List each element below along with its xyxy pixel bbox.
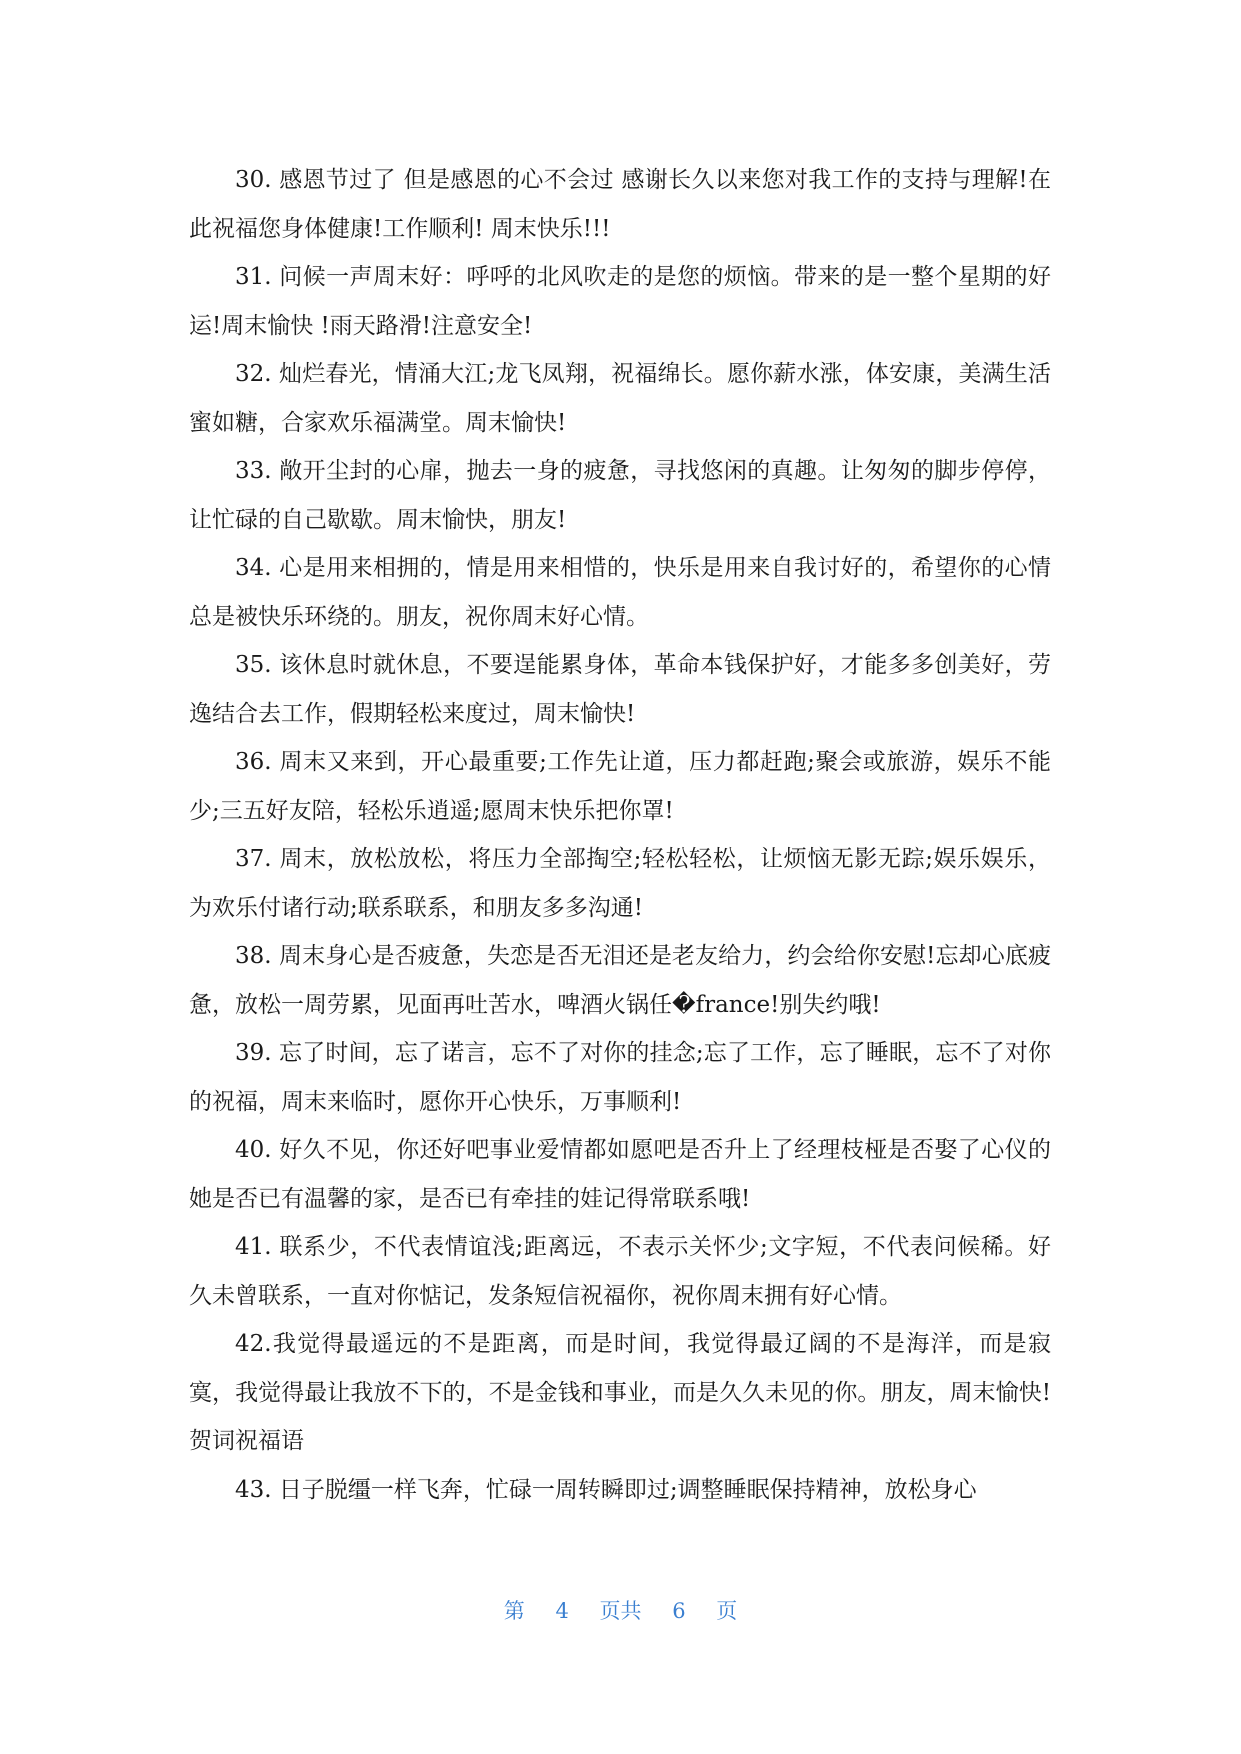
footer-label-end: 页 — [716, 1599, 738, 1623]
paragraph-34: 34. 心是用来相拥的，情是用来相惜的，快乐是用来自我讨好的，希望你的心情总是被快乐环绕的。朋友，祝你周末好心情。 — [189, 555, 1051, 630]
paragraph-33: 33. 敞开尘封的心扉，抛去一身的疲惫，寻找悠闲的真趣。让匆匆的脚步停停，让忙碌的自己歇歇。周末愉快，朋友! — [189, 458, 1051, 533]
paragraph-38: 38. 周末身心是否疲惫，失恋是否无泪还是老友给力，约会给你安慰!忘却心底疲惫，放松一周劳累，见面再吐苦水，啤酒火锅任�france!别失约哦! — [189, 943, 1051, 1018]
paragraph-35: 35. 该休息时就休息，不要逞能累身体，革命本钱保护好，才能多多创美好，劳逸结合去工作，假期轻松来度过，周末愉快! — [189, 652, 1051, 727]
paragraph-32: 32. 灿烂春光，情涌大江;龙飞凤翔，祝福绵长。愿你薪水涨，体安康，美满生活蜜如糖，合家欢乐福满堂。周末愉快! — [189, 361, 1051, 436]
paragraph-37: 37. 周末，放松放松，将压力全部掏空;轻松轻松，让烦恼无影无踪;娱乐娱乐，为欢乐付诸行动;联系联系，和朋友多多沟通! — [189, 846, 1051, 921]
paragraph-43: 43. 日子脱缰一样飞奔，忙碌一周转瞬即过;调整睡眠保持精神，放松身心 — [235, 1476, 977, 1503]
page-footer — [0, 1597, 1241, 1625]
current-page-number: 4 — [555, 1599, 569, 1623]
footer-label-page: 第 — [503, 1599, 525, 1623]
footer-label-of: 页共 — [599, 1599, 642, 1623]
paragraph-30: 30. 感恩节过了 但是感恩的心不会过 感谢长久以来您对我工作的支持与理解!在此祝福您身体健康!工作顺利! 周末快乐!!! — [189, 167, 1051, 242]
document-body — [189, 156, 1051, 1514]
paragraph-42: 42.我觉得最遥远的不是距离，而是时间，我觉得最辽阔的不是海洋，而是寂寞，我觉得最让我放不下的，不是金钱和事业，而是久久未见的你。朋友，周末愉快!贺词祝福语 — [189, 1331, 1051, 1454]
paragraph-40: 40. 好久不见，你还好吧事业爱情都如愿吧是否升上了经理枝桠是否娶了心仪的她是否已有温馨的家，是否已有牵挂的娃记得常联系哦! — [189, 1137, 1051, 1212]
total-pages-number: 6 — [672, 1599, 686, 1623]
paragraph-39: 39. 忘了时间，忘了诺言，忘不了对你的挂念;忘了工作，忘了睡眠，忘不了对你的祝福，周末来临时，愿你开心快乐，万事顺利! — [189, 1040, 1051, 1115]
paragraph-36: 36. 周末又来到，开心最重要;工作先让道，压力都赶跑;聚会或旅游，娱乐不能少;三五好友陪，轻松乐逍遥;愿周末快乐把你罩! — [189, 749, 1051, 824]
paragraph-31: 31. 问候一声周末好：呼呼的北风吹走的是您的烦恼。带来的是一整个星期的好运!周末愉快 !雨天路滑!注意安全! — [189, 264, 1051, 339]
paragraph-41: 41. 联系少，不代表情谊浅;距离远，不表示关怀少;文字短，不代表问候稀。好久未曾联系，一直对你惦记，发条短信祝福你，祝你周末拥有好心情。 — [189, 1234, 1051, 1309]
